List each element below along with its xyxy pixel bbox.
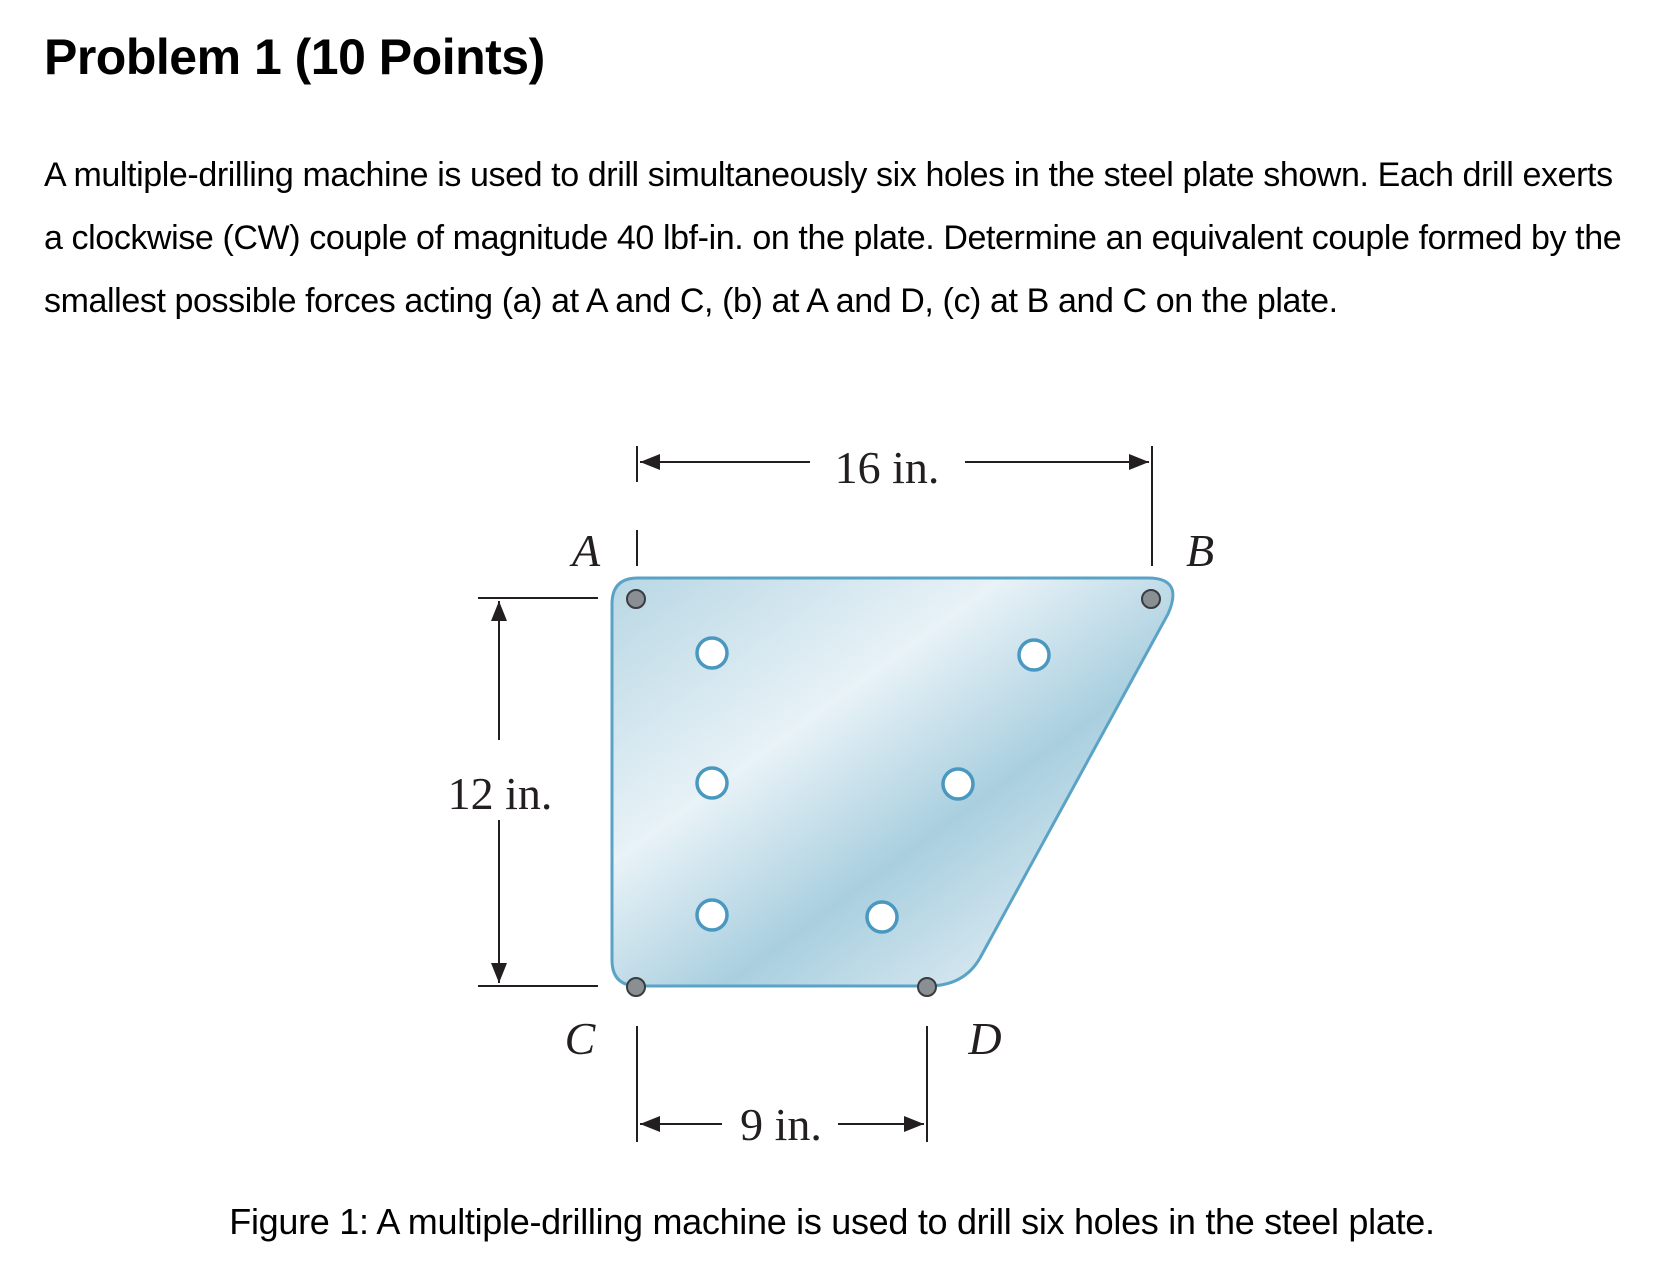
point-a-dot — [627, 590, 645, 608]
figure-caption: Figure 1: A multiple-drilling machine is used to drill six holes in the steel plate. — [229, 1201, 1435, 1242]
drill-hole — [1019, 640, 1049, 670]
point-b-dot — [1142, 590, 1160, 608]
drill-hole — [697, 900, 727, 930]
drill-hole — [867, 902, 897, 932]
problem-title: Problem 1 (10 Points) — [44, 29, 545, 85]
label-b: B — [1185, 525, 1215, 576]
dimension-9-label: 9 in. — [740, 1099, 822, 1150]
drill-hole — [697, 768, 727, 798]
problem-statement: A multiple-drilling machine is used to drill simultaneously six holes in the steel plate shown. Each drill exerts a clockwise (CW) couple of magnitude 40 lbf-in. on the plate. Determine an equivalent couple formed by the smallest possible forces acting (a) at A and C, (b) at A and D, (c) at B and C on the plate. — [44, 156, 1622, 320]
point-c-dot — [627, 978, 645, 996]
drill-hole — [697, 638, 727, 668]
drill-hole — [943, 769, 973, 799]
label-a: A — [571, 525, 601, 576]
label-c: C — [564, 1013, 596, 1064]
label-d: D — [968, 1013, 1002, 1064]
dimension-16-label: 16 in. — [834, 442, 940, 493]
point-d-dot — [918, 978, 936, 996]
dimension-12-label: 12 in. — [447, 768, 553, 819]
